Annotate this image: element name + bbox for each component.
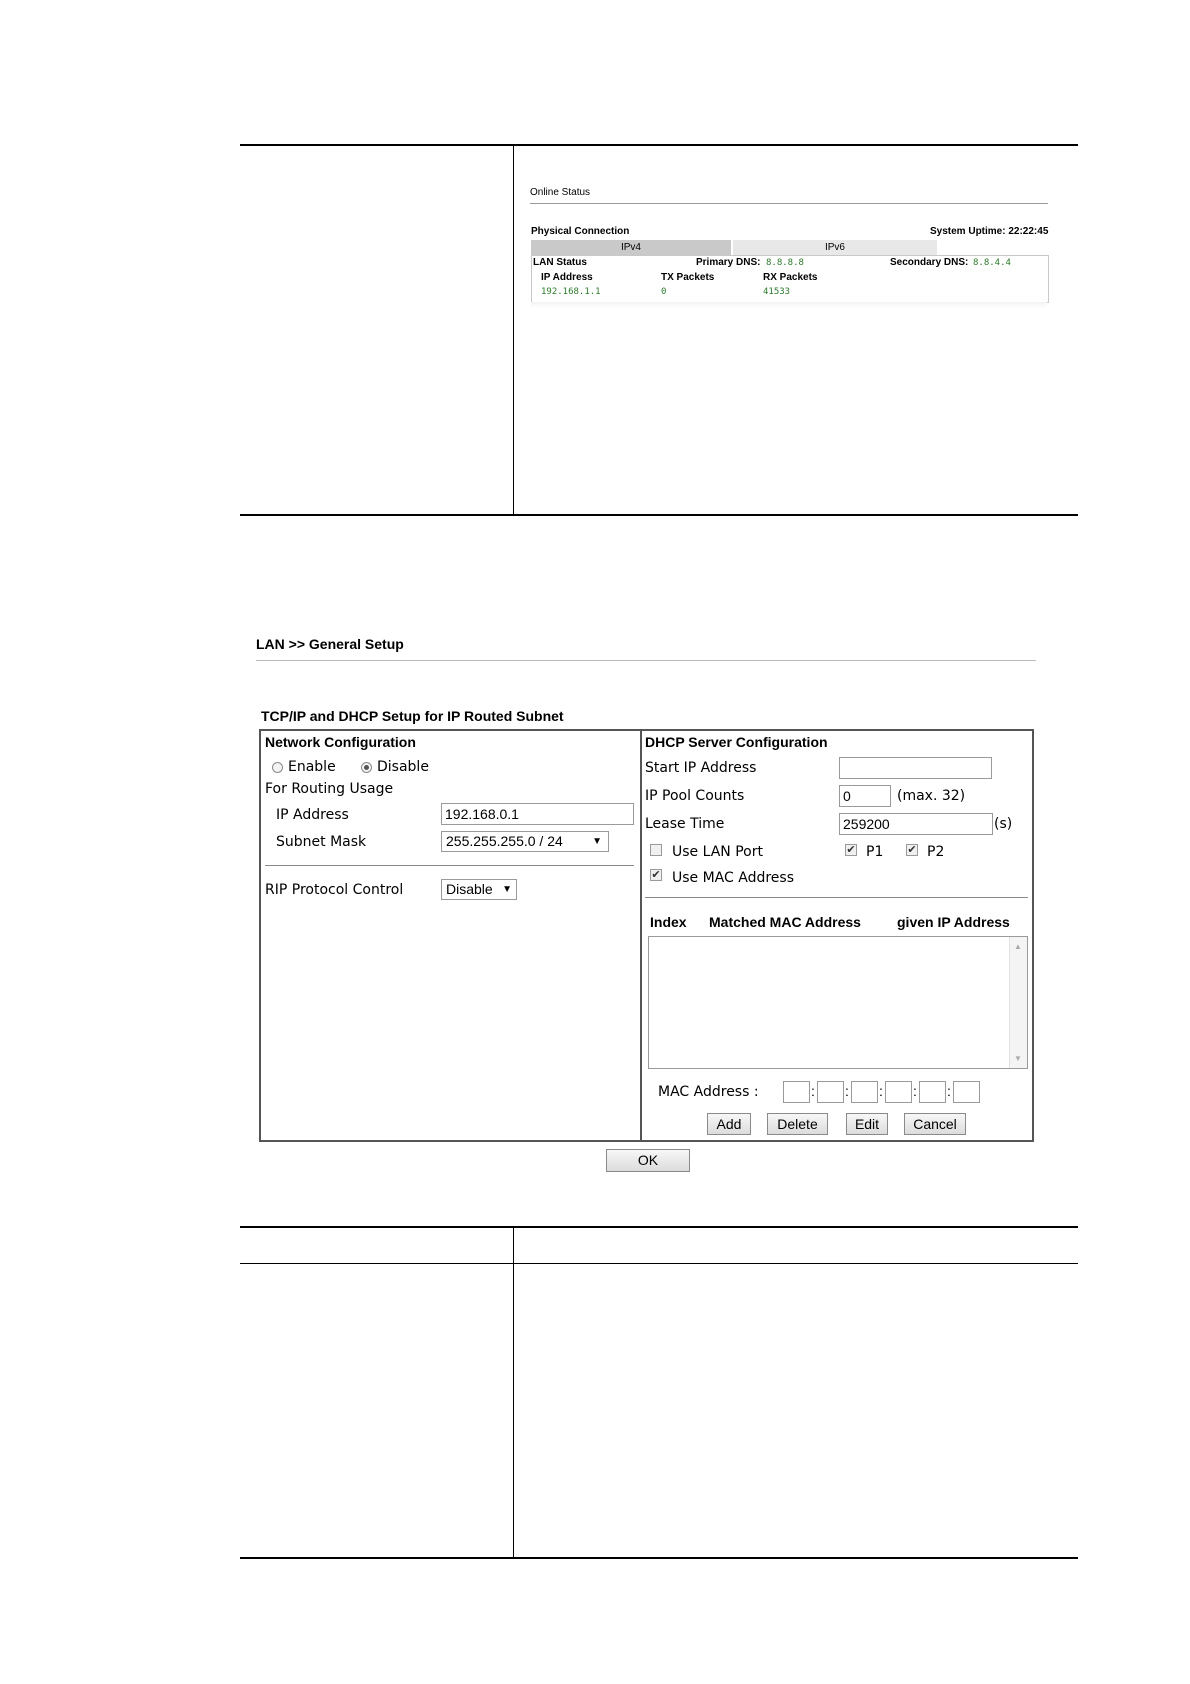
mac-colon: : xyxy=(845,1083,849,1099)
secondary-dns-label: Secondary DNS: xyxy=(890,257,969,268)
mac-octet-1[interactable] xyxy=(783,1081,810,1103)
setup-column-divider xyxy=(640,729,642,1142)
col-given-ip: given IP Address xyxy=(897,914,1010,930)
row-ip-address: 192.168.1.1 xyxy=(541,287,601,297)
mac-colon: : xyxy=(947,1083,951,1099)
col-matched-mac: Matched MAC Address xyxy=(709,914,861,930)
chevron-down-icon: ▼ xyxy=(592,836,602,847)
subnet-mask-label: Subnet Mask xyxy=(276,834,367,850)
mac-address-label: MAC Address : xyxy=(658,1084,759,1100)
col-rx-packets: RX Packets xyxy=(763,272,818,283)
rip-protocol-label: RIP Protocol Control xyxy=(265,882,404,898)
scroll-up-icon[interactable]: ▲ xyxy=(1014,942,1022,951)
use-mac-label: Use MAC Address xyxy=(672,870,794,886)
mac-octet-6[interactable] xyxy=(953,1081,980,1103)
lease-time-label: Lease Time xyxy=(645,816,725,832)
ok-button[interactable]: OK xyxy=(606,1149,690,1172)
mac-colon: : xyxy=(811,1083,815,1099)
mac-octet-5[interactable] xyxy=(919,1081,946,1103)
p1-label: P1 xyxy=(866,844,884,860)
col-ip-address: IP Address xyxy=(541,272,593,283)
bottom-table-divider xyxy=(513,1228,514,1558)
delete-button[interactable]: Delete xyxy=(767,1113,828,1135)
row-tx-packets: 0 xyxy=(661,287,667,297)
enable-radio[interactable] xyxy=(272,762,283,773)
page-title: LAN >> General Setup xyxy=(256,636,404,652)
page-title-rule xyxy=(256,660,1036,661)
list-scrollbar[interactable] xyxy=(1009,937,1027,1068)
dhcp-config-heading: DHCP Server Configuration xyxy=(645,734,828,750)
physical-connection-label: Physical Connection xyxy=(531,226,630,237)
bottom-table-header-rule xyxy=(240,1263,1078,1264)
cropped-row-fade xyxy=(531,302,1047,308)
system-uptime: System Uptime: 22:22:45 xyxy=(930,226,1049,237)
online-status-rule xyxy=(530,203,1048,204)
mac-colon: : xyxy=(913,1083,917,1099)
col-index: Index xyxy=(650,914,687,930)
ip-address-label: IP Address xyxy=(276,807,349,823)
p1-checkbox[interactable]: ✔ xyxy=(846,844,856,856)
cancel-button[interactable]: Cancel xyxy=(904,1113,966,1135)
lan-status-label: LAN Status xyxy=(533,257,587,268)
section-title: TCP/IP and DHCP Setup for IP Routed Subnet xyxy=(261,708,564,724)
top-table-bottom-rule xyxy=(240,514,1078,516)
secondary-dns-value: 8.8.4.4 xyxy=(973,258,1011,268)
row-rx-packets: 41533 xyxy=(763,287,791,297)
ip-pool-hint: (max. 32) xyxy=(897,788,966,804)
p2-label: P2 xyxy=(927,844,945,860)
mac-octet-3[interactable] xyxy=(851,1081,878,1103)
ip-address-input[interactable]: 192.168.0.1 xyxy=(441,803,634,825)
scroll-down-icon[interactable]: ▼ xyxy=(1014,1054,1022,1063)
top-table-divider xyxy=(513,146,514,516)
mac-colon: : xyxy=(879,1083,883,1099)
use-lan-port-checkbox[interactable] xyxy=(650,844,662,856)
network-separator xyxy=(265,865,634,866)
tab-ipv6[interactable]: IPv6 xyxy=(733,240,937,255)
rip-protocol-value: Disable xyxy=(446,881,493,897)
bottom-table-bottom-rule xyxy=(240,1557,1078,1559)
add-button[interactable]: Add xyxy=(707,1113,751,1135)
p2-checkbox[interactable]: ✔ xyxy=(907,844,917,856)
online-status-title: Online Status xyxy=(530,187,591,198)
primary-dns-label: Primary DNS: xyxy=(696,257,761,268)
disable-radio[interactable] xyxy=(361,762,372,773)
use-lan-port-label: Use LAN Port xyxy=(672,844,763,860)
bottom-table-top-rule xyxy=(240,1226,1078,1228)
edit-button[interactable]: Edit xyxy=(846,1113,888,1135)
mac-binding-list[interactable] xyxy=(648,936,1028,1069)
ip-pool-label: IP Pool Counts xyxy=(645,788,745,804)
tab-ipv4[interactable]: IPv4 xyxy=(531,240,731,255)
lease-time-input[interactable]: 259200 xyxy=(839,813,993,835)
chevron-down-icon: ▼ xyxy=(502,884,512,895)
lease-time-unit: (s) xyxy=(994,816,1013,832)
top-table-top-rule xyxy=(240,144,1078,146)
disable-label: Disable xyxy=(377,759,429,775)
dhcp-separator xyxy=(645,897,1028,898)
primary-dns-value: 8.8.8.8 xyxy=(766,258,804,268)
routing-usage-label: For Routing Usage xyxy=(265,781,394,797)
network-config-heading: Network Configuration xyxy=(265,734,416,750)
ip-pool-input[interactable]: 0 xyxy=(839,785,891,807)
col-tx-packets: TX Packets xyxy=(661,272,715,283)
rip-protocol-select[interactable] xyxy=(441,879,517,900)
enable-label: Enable xyxy=(288,759,336,775)
subnet-mask-select[interactable] xyxy=(441,831,609,852)
mac-octet-2[interactable] xyxy=(817,1081,844,1103)
mac-octet-4[interactable] xyxy=(885,1081,912,1103)
start-ip-label: Start IP Address xyxy=(645,760,757,776)
use-mac-checkbox[interactable]: ✔ xyxy=(651,869,661,881)
subnet-mask-value: 255.255.255.0 / 24 xyxy=(446,833,563,849)
start-ip-input[interactable] xyxy=(839,757,992,779)
lan-status-panel xyxy=(531,255,1049,303)
